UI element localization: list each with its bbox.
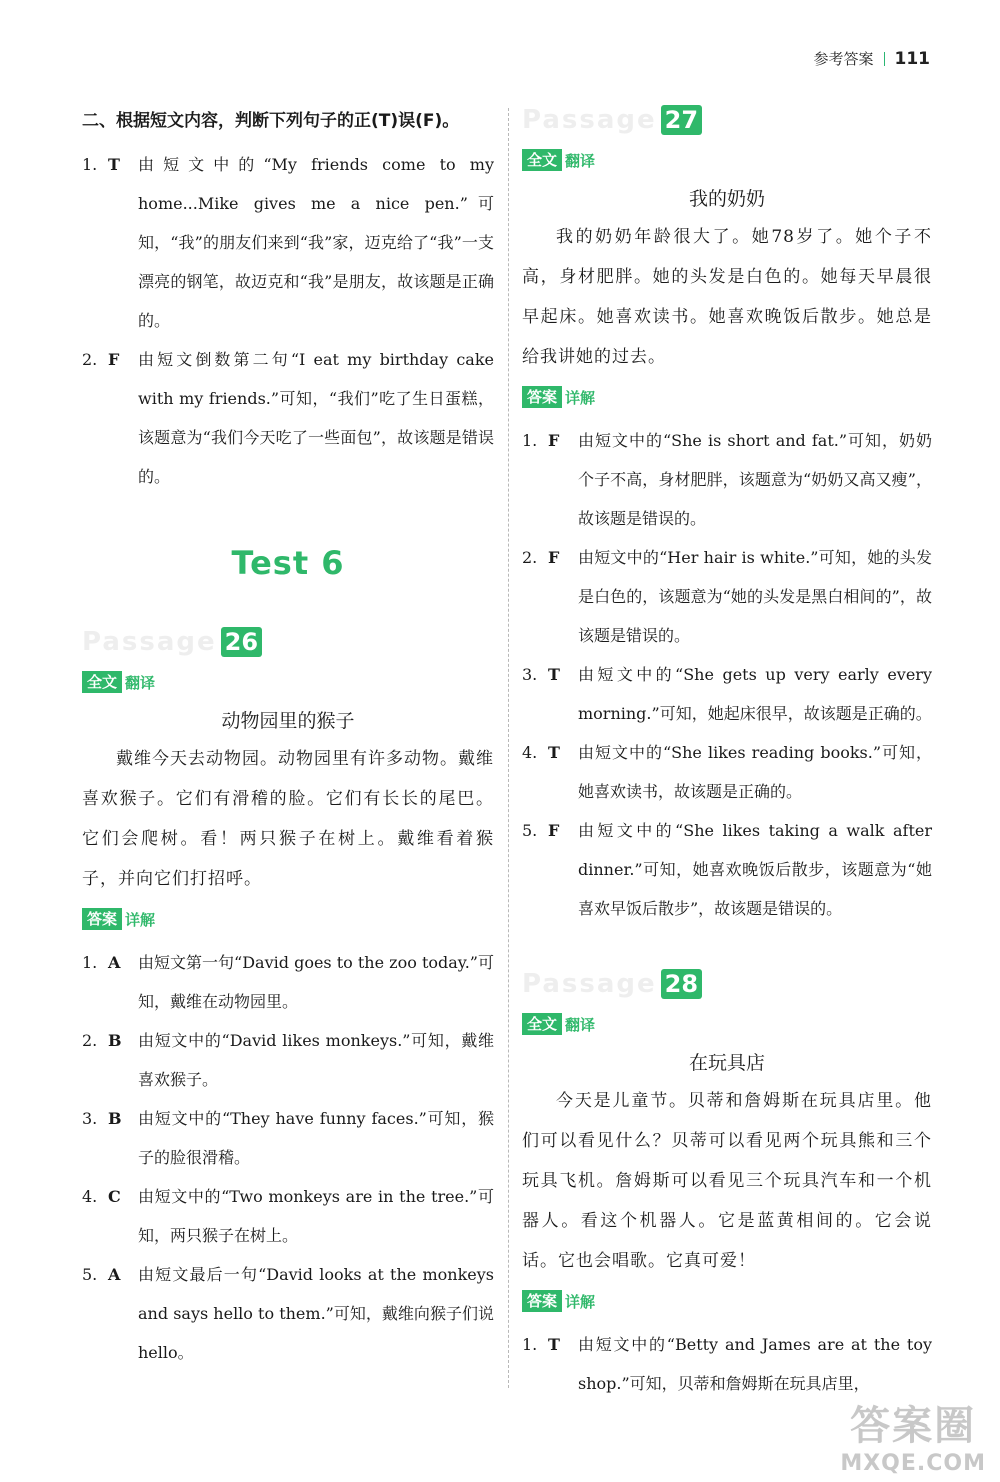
tag-rest: 翻译 <box>565 1015 596 1034</box>
tag-rest: 翻译 <box>125 673 156 692</box>
answer-item <box>82 1255 494 1372</box>
watermark-url: MXQE.COM <box>840 1451 986 1476</box>
left-column <box>82 100 494 1372</box>
tag-rest: 详解 <box>565 388 596 407</box>
item-number: 2. <box>522 548 538 567</box>
item-answer: T <box>108 155 120 174</box>
answer-item <box>82 1099 494 1177</box>
header-separator <box>884 52 885 66</box>
item-number: 5. <box>82 1265 98 1284</box>
passage-ghost-label: Passage <box>522 105 657 135</box>
item-answer: B <box>108 1031 122 1050</box>
answer-item <box>82 1021 494 1099</box>
passage-heading-27 <box>522 100 932 140</box>
item-answer: F <box>548 821 560 840</box>
item-number: 1. <box>522 1335 538 1354</box>
item-number: 1. <box>82 953 98 972</box>
judge-item <box>82 145 494 340</box>
passage-number-badge: 27 <box>661 105 702 135</box>
page-header <box>813 48 930 69</box>
passage-ghost-label: Passage <box>522 969 657 999</box>
item-answer: F <box>108 350 120 369</box>
item-answer: F <box>548 548 560 567</box>
item-explanation: 由短文中的“David likes monkeys.”可知，戴维喜欢猴子。 <box>138 1031 494 1089</box>
passage-heading-26 <box>82 622 494 662</box>
story-paragraph: 戴维今天去动物园。动物园里有许多动物。戴维喜欢猴子。它们有滑稽的脸。它们有长长的尾巴。它们会爬树。看！两只猴子在树上。戴维看着猴子，并向它们打招呼。 <box>82 749 494 889</box>
tag-box: 全文 <box>82 671 122 693</box>
tag-rest: 详解 <box>565 1292 596 1311</box>
item-explanation: 由短文中的“They have funny faces.”可知，猴子的脸很滑稽。 <box>138 1109 494 1167</box>
item-explanation: 由短文中的“She likes reading books.”可知，她喜欢读书，故该题是正确的。 <box>578 743 932 801</box>
section-title: 二、根据短文内容，判断下列句子的正(T)误(F)。 <box>82 111 460 131</box>
test-title: Test 6 <box>231 544 345 582</box>
passage-heading-28 <box>522 964 932 1004</box>
item-answer: A <box>108 953 121 972</box>
translation-tag <box>82 670 494 694</box>
answer-item <box>522 655 932 733</box>
item-number: 4. <box>82 1187 98 1206</box>
item-answer: F <box>548 431 560 450</box>
answer-item <box>522 538 932 655</box>
item-number: 3. <box>522 665 538 684</box>
answer-tag <box>82 907 494 931</box>
translation-tag <box>522 1012 932 1036</box>
item-explanation: 由短文中的“Betty and James are at the toy shop.”可知，贝蒂和詹姆斯在玩具店里， <box>578 1335 932 1393</box>
passage-number-badge: 26 <box>221 627 262 657</box>
watermark-text: 答案圈 <box>850 1403 977 1449</box>
tag-box: 答案 <box>522 1290 562 1312</box>
answer-tag <box>522 385 932 409</box>
story-paragraph: 我的奶奶年龄很大了。她78岁了。她个子不高，身材肥胖。她的头发是白色的。她每天早晨很早起床。她喜欢读书。她喜欢晚饭后散步。她总是给我讲她的过去。 <box>522 227 932 367</box>
item-number: 1. <box>522 431 538 450</box>
item-explanation: 由短文第一句“David goes to the zoo today.”可知，戴维在动物园里。 <box>138 953 494 1011</box>
story-title: 我的奶奶 <box>688 188 765 210</box>
tag-box: 全文 <box>522 1013 562 1035</box>
item-answer: T <box>548 1335 560 1354</box>
right-column <box>522 100 932 1403</box>
item-explanation: 由短文中的“She likes taking a walk after dinner.”可知，她喜欢晚饭后散步，该题意为“她喜欢早饭后散步”，故该题是错误的。 <box>578 821 932 918</box>
item-explanation: 由短文中的“She gets up very early every morning.”可知，她起床很早，故该题是正确的。 <box>578 665 932 723</box>
tag-box: 答案 <box>82 908 122 930</box>
tag-box: 全文 <box>522 149 562 171</box>
passage-ghost-label: Passage <box>82 627 217 657</box>
tag-box: 答案 <box>522 386 562 408</box>
item-number: 2. <box>82 350 98 369</box>
item-answer: A <box>108 1265 121 1284</box>
item-answer: T <box>548 665 560 684</box>
story-title: 在玩具店 <box>688 1052 765 1074</box>
passage-number-badge: 28 <box>661 969 702 999</box>
item-explanation: 由短文中的“She is short and fat.”可知，奶奶个子不高，身材肥胖，该题意为“奶奶又高又瘦”，故该题是错误的。 <box>578 431 932 528</box>
item-answer: C <box>108 1187 121 1206</box>
answer-item <box>522 421 932 538</box>
judge-item <box>82 340 494 496</box>
translation-tag <box>522 148 932 172</box>
tag-rest: 详解 <box>125 910 156 929</box>
item-answer: T <box>548 743 560 762</box>
story-paragraph: 今天是儿童节。贝蒂和詹姆斯在玩具店里。他们可以看见什么？贝蒂可以看见两个玩具熊和三个玩具飞机。詹姆斯可以看见三个玩具汽车和一个机器人。看这个机器人。它是蓝黄相间的。它会说话。它也会唱歌。它真可爱！ <box>522 1091 932 1271</box>
story-title: 动物园里的猴子 <box>221 710 355 732</box>
item-explanation: 由短文中的“Two monkeys are in the tree.”可知，两只猴子在树上。 <box>138 1187 494 1245</box>
item-explanation: 由短文倒数第二句“I eat my birthday cake with my friends.”可知，“我们”吃了生日蛋糕，该题意为“我们今天吃了一些面包”，故该题是错误的。 <box>138 350 494 486</box>
answer-item <box>522 1325 932 1403</box>
answer-item <box>522 733 932 811</box>
item-number: 1. <box>82 155 98 174</box>
watermark-logo <box>840 1394 986 1476</box>
item-explanation: 由短文中的“Her hair is white.”可知，她的头发是白色的，该题意为“她的头发是黑白相间的”，故该题是错误的。 <box>578 548 932 645</box>
page-number: 111 <box>894 48 930 69</box>
item-answer: B <box>108 1109 122 1128</box>
answer-tag <box>522 1289 932 1313</box>
item-explanation: 由短文中的“My friends come to my home...Mike gives me a nice pen.”可知，“我”的朋友们来到“我”家，迈克给了“我”一支漂亮的钢笔，故迈克和“我”是朋友，故该题是正确的。 <box>138 155 494 330</box>
item-number: 4. <box>522 743 538 762</box>
item-explanation: 由短文最后一句“David looks at the monkeys and says hello to them.”可知，戴维向猴子们说hello。 <box>138 1265 494 1362</box>
answer-item <box>82 943 494 1021</box>
column-divider <box>508 108 509 1388</box>
header-label: 参考答案 <box>813 50 874 68</box>
answer-item <box>522 811 932 928</box>
tag-rest: 翻译 <box>565 151 596 170</box>
answer-item <box>82 1177 494 1255</box>
item-number: 3. <box>82 1109 98 1128</box>
item-number: 5. <box>522 821 538 840</box>
item-number: 2. <box>82 1031 98 1050</box>
